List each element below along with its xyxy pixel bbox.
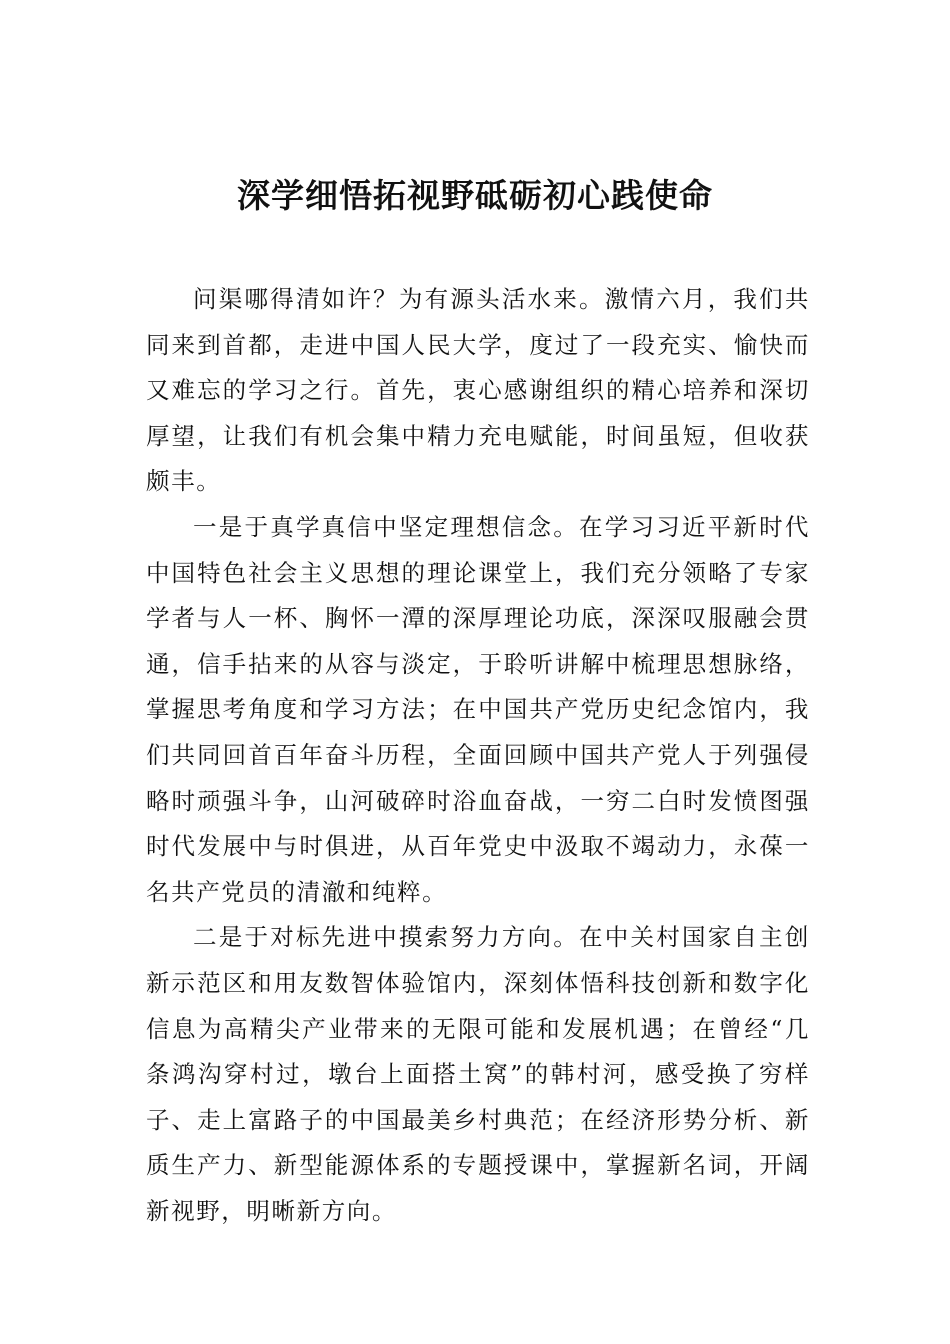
document-body [146, 277, 810, 1234]
paragraph-point-one: 一是于真学真信中坚定理想信念。在学习习近平新时代中国特色社会主义思想的理论课堂上，我们充分领略了专家学者与人一杯、胸怀一潭的深厚理论功底，深深叹服融会贯通，信手拈来的从容与淡定，于聆听讲解中梳理思想脉络，掌握思考角度和学习方法；在中国共产党历史纪念馆内，我们共同回首百年奋斗历程，全面回顾中国共产党人于列强侵略时顽强斗争，山河破碎时浴血奋战，一穷二白时发愤图强时代发展中与时俱进，从百年党史中汲取不竭动力，永葆一名共产党员的清澈和纯粹。 [146, 512, 810, 906]
paragraph-point-two: 二是于对标先进中摸索努力方向。在中关村国家自主创新示范区和用友数智体验馆内，深刻体悟科技创新和数字化信息为高精尖产业带来的无限可能和发展机遇；在曾经“几条鸿沟穿村过，墩台上面搭土窝”的韩村河，感受换了穷样子、走上富路子的中国最美乡村典范；在经济形势分析、新质生产力、新型能源体系的专题授课中，掌握新名词，开阔新视野，明晰新方向。 [146, 923, 810, 1225]
paragraph-intro: 问渠哪得清如许？为有源头活水来。激情六月，我们共同来到首都，走进中国人民大学，度过了一段充实、愉快而又难忘的学习之行。首先，衷心感谢组织的精心培养和深切厚望，让我们有机会集中精力充电赋能，时间虽短，但收获颇丰。 [146, 285, 810, 496]
document-title: 深学细悟拓视野砥砺初心践使命 [237, 176, 713, 215]
